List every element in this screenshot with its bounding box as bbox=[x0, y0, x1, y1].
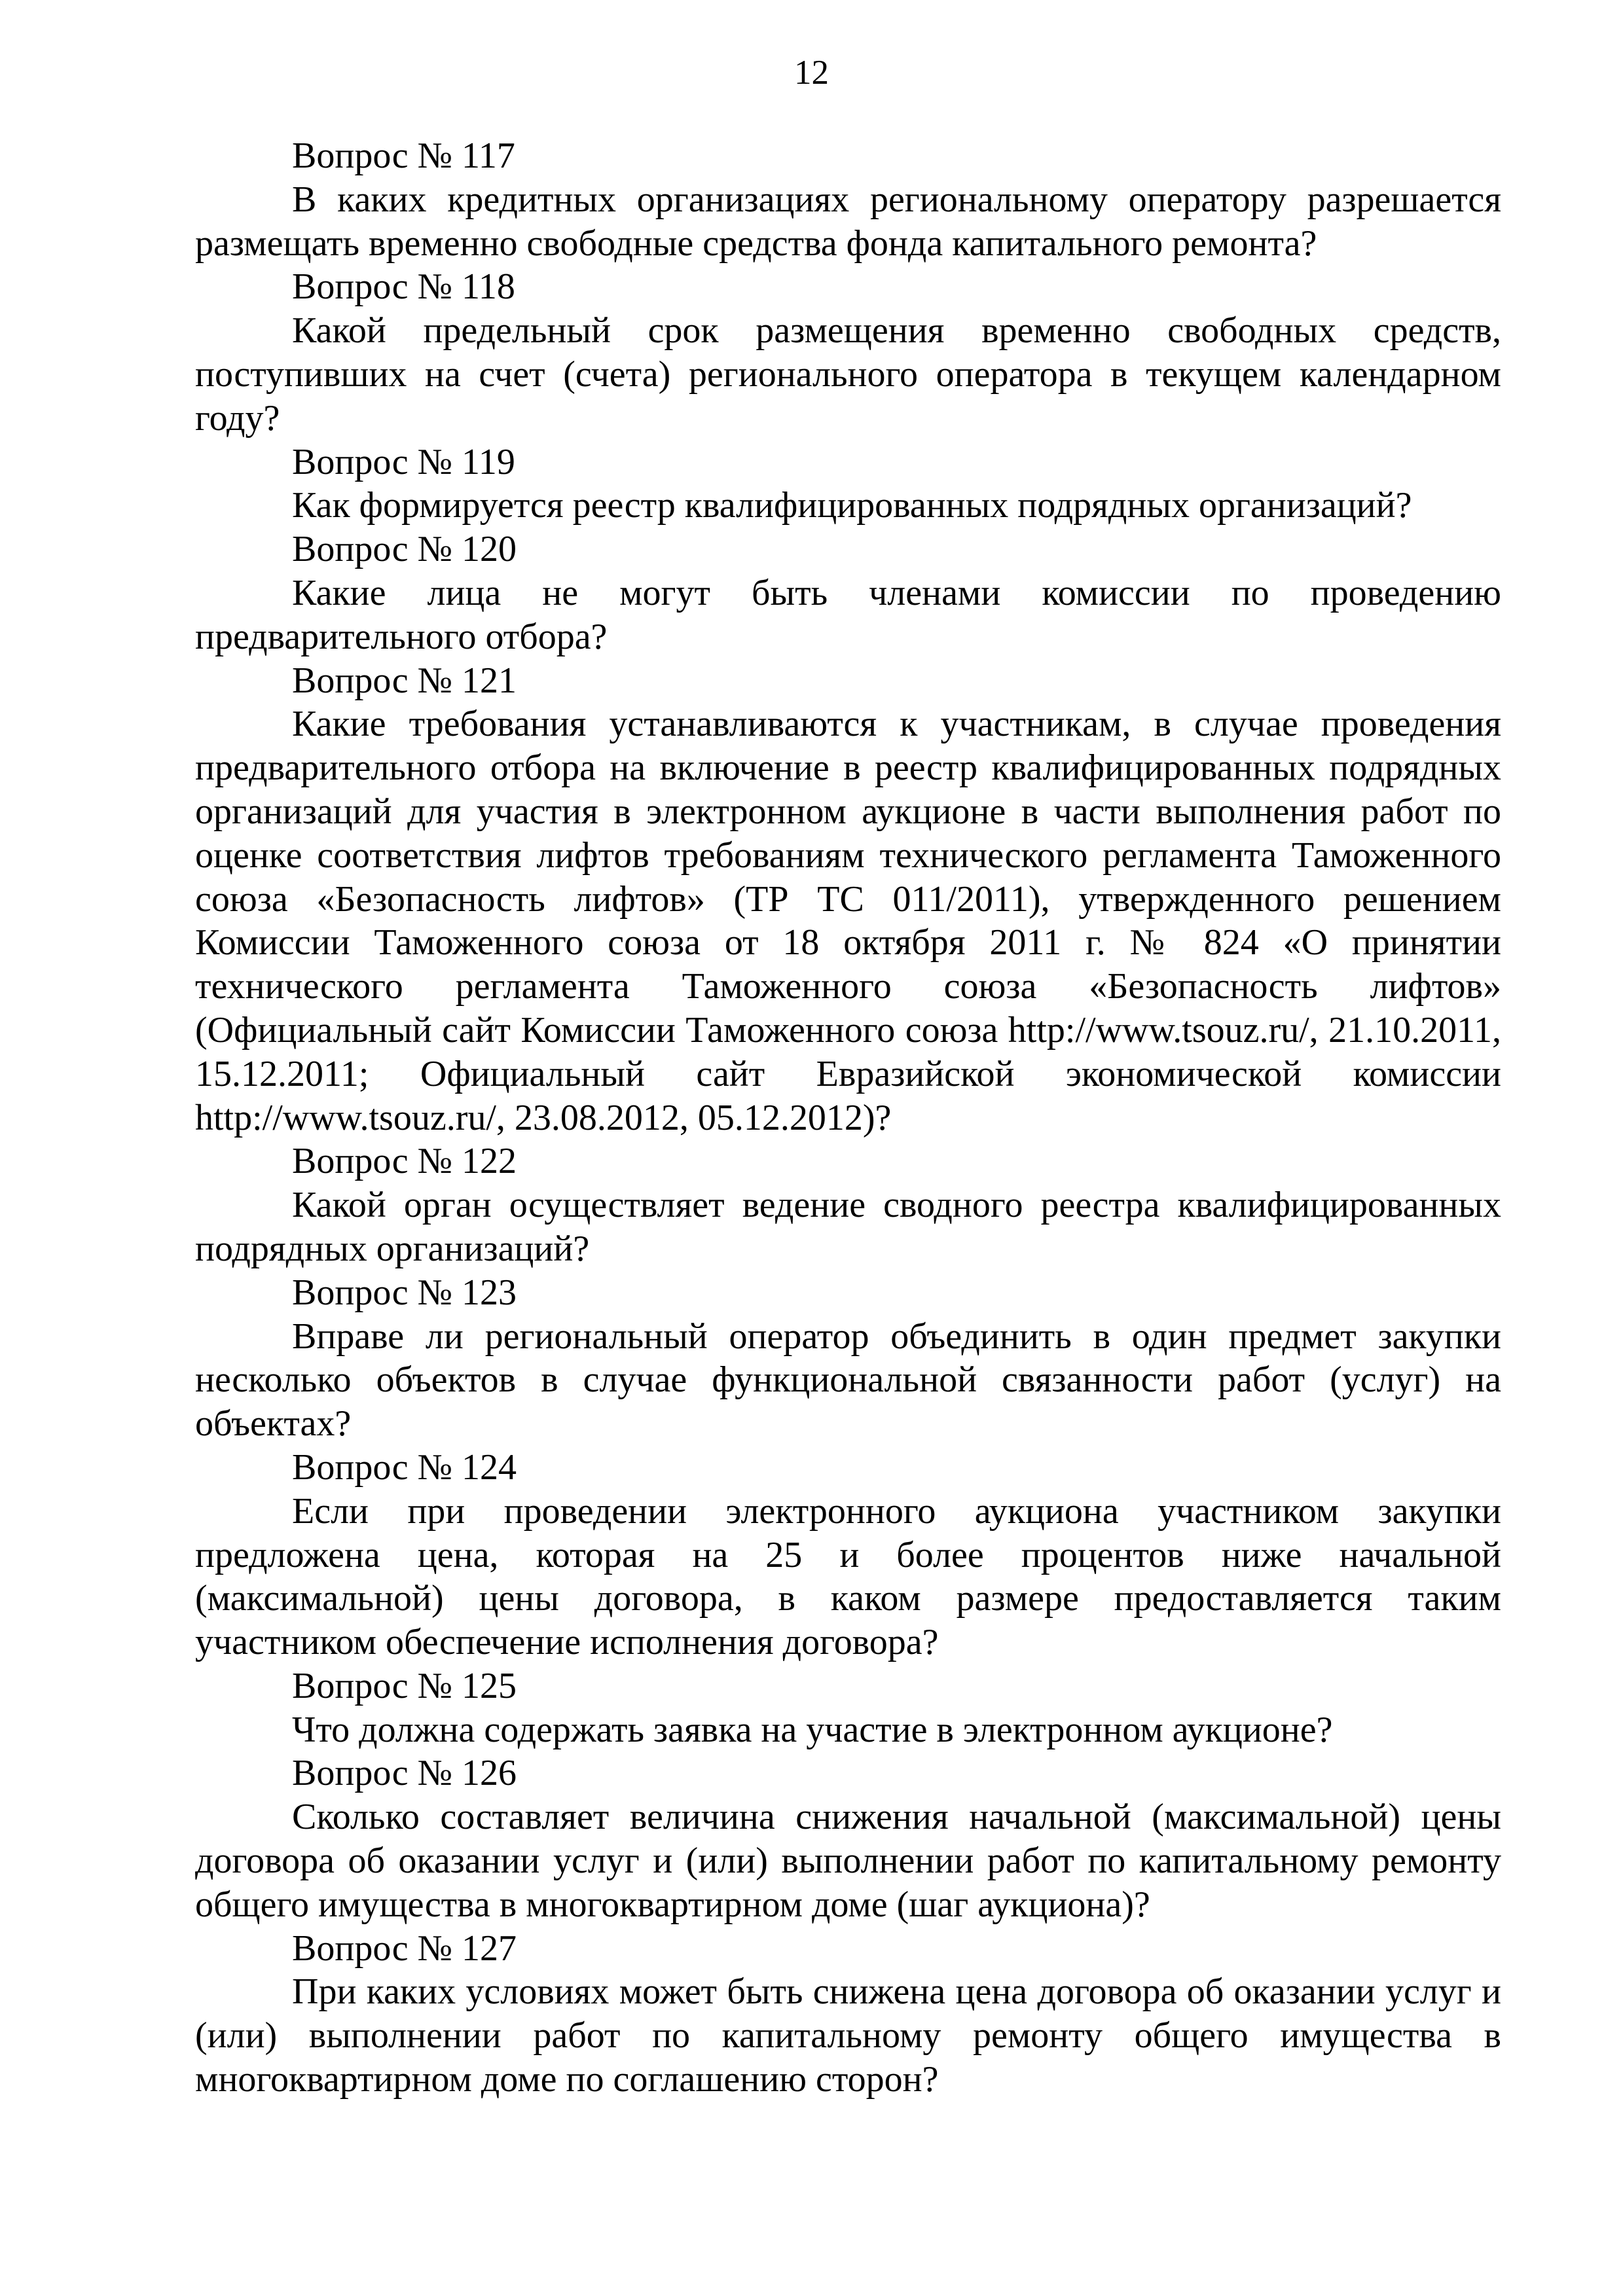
question-title: Вопрос № 124 bbox=[292, 1446, 517, 1488]
question-text: Если при проведении электронного аукциона участником закупки предложена цена, которая на 25 и более процентов ниже начальной (максимальной) цены договора, в каком размере предоставляется таким участником обеспечение исполнения договора? bbox=[195, 1490, 1501, 1663]
question-title: Вопрос № 122 bbox=[292, 1141, 517, 1182]
question-title: Вопрос № 117 bbox=[292, 135, 515, 176]
question-title: Вопрос № 118 bbox=[292, 266, 515, 308]
question-title: Вопрос № 126 bbox=[292, 1753, 517, 1794]
question-title: Вопрос № 120 bbox=[292, 529, 517, 570]
question-text: Какой орган осуществляет ведение сводного реестра квалифицированных подрядных организаций? bbox=[195, 1185, 1501, 1269]
question-text: Что должна содержать заявка на участие в электронном аукционе? bbox=[292, 1709, 1333, 1750]
question-title: Вопрос № 125 bbox=[292, 1665, 517, 1706]
question-title: Вопрос № 127 bbox=[292, 1928, 517, 1969]
question-text: Какой предельный срок размещения временно свободных средств, поступивших на счет (счета) регионального оператора в текущем календарном году? bbox=[195, 310, 1501, 439]
question-list bbox=[195, 134, 1501, 2102]
question-text: Сколько составляет величина снижения начальной (максимальной) цены договора об оказании услуг и (или) выполнении работ по капитальному ремонту общего имущества в многоквартирном доме (шаг аукциона)? bbox=[195, 1797, 1501, 1925]
question-text: В каких кредитных организациях региональному оператору разрешается размещать временно свободные средства фонда капитального ремонта? bbox=[195, 179, 1501, 264]
question-text: Какие лица не могут быть членами комиссии по проведению предварительного отбора? bbox=[195, 572, 1501, 657]
question-title: Вопрос № 123 bbox=[292, 1272, 517, 1313]
question-text: Вправе ли региональный оператор объединить в один предмет закупки несколько объектов в случае функциональной связанности работ (услуг) на объектах? bbox=[195, 1316, 1501, 1444]
question-title: Вопрос № 119 bbox=[292, 441, 515, 482]
question-text: Как формируется реестр квалифицированных подрядных организаций? bbox=[292, 485, 1412, 526]
page-number: 12 bbox=[794, 54, 829, 92]
question-title: Вопрос № 121 bbox=[292, 660, 517, 701]
question-text: Какие требования устанавливаются к участникам, в случае проведения предварительного отбора на включение в реестр квалифицированных подрядных организаций для участия в электронном аукционе в части выполнения работ по оценке соответствия лифтов требованиям технического регламента Таможенного союза «Безопасность лифтов» (ТР ТС 011/2011), утвержденного решением Комиссии Таможенного союза от 18 октября 2011 г. № 824 «О принятии технического регламента Таможенного союза «Безопасность лифтов» (Официальный сайт Комиссии Таможенного союза http://www.tsouz.ru/, 21.10.2011, 15.12.2011; Официальный сайт Евразийской экономической комиссии http://www.tsouz.ru/, 23.08.2012, 05.12.2012)? bbox=[195, 704, 1501, 1138]
question-text: При каких условиях может быть снижена цена договора об оказании услуг и (или) выполнении работ по капитальному ремонту общего имущества в многоквартирном доме по соглашению сторон? bbox=[195, 1971, 1501, 2100]
